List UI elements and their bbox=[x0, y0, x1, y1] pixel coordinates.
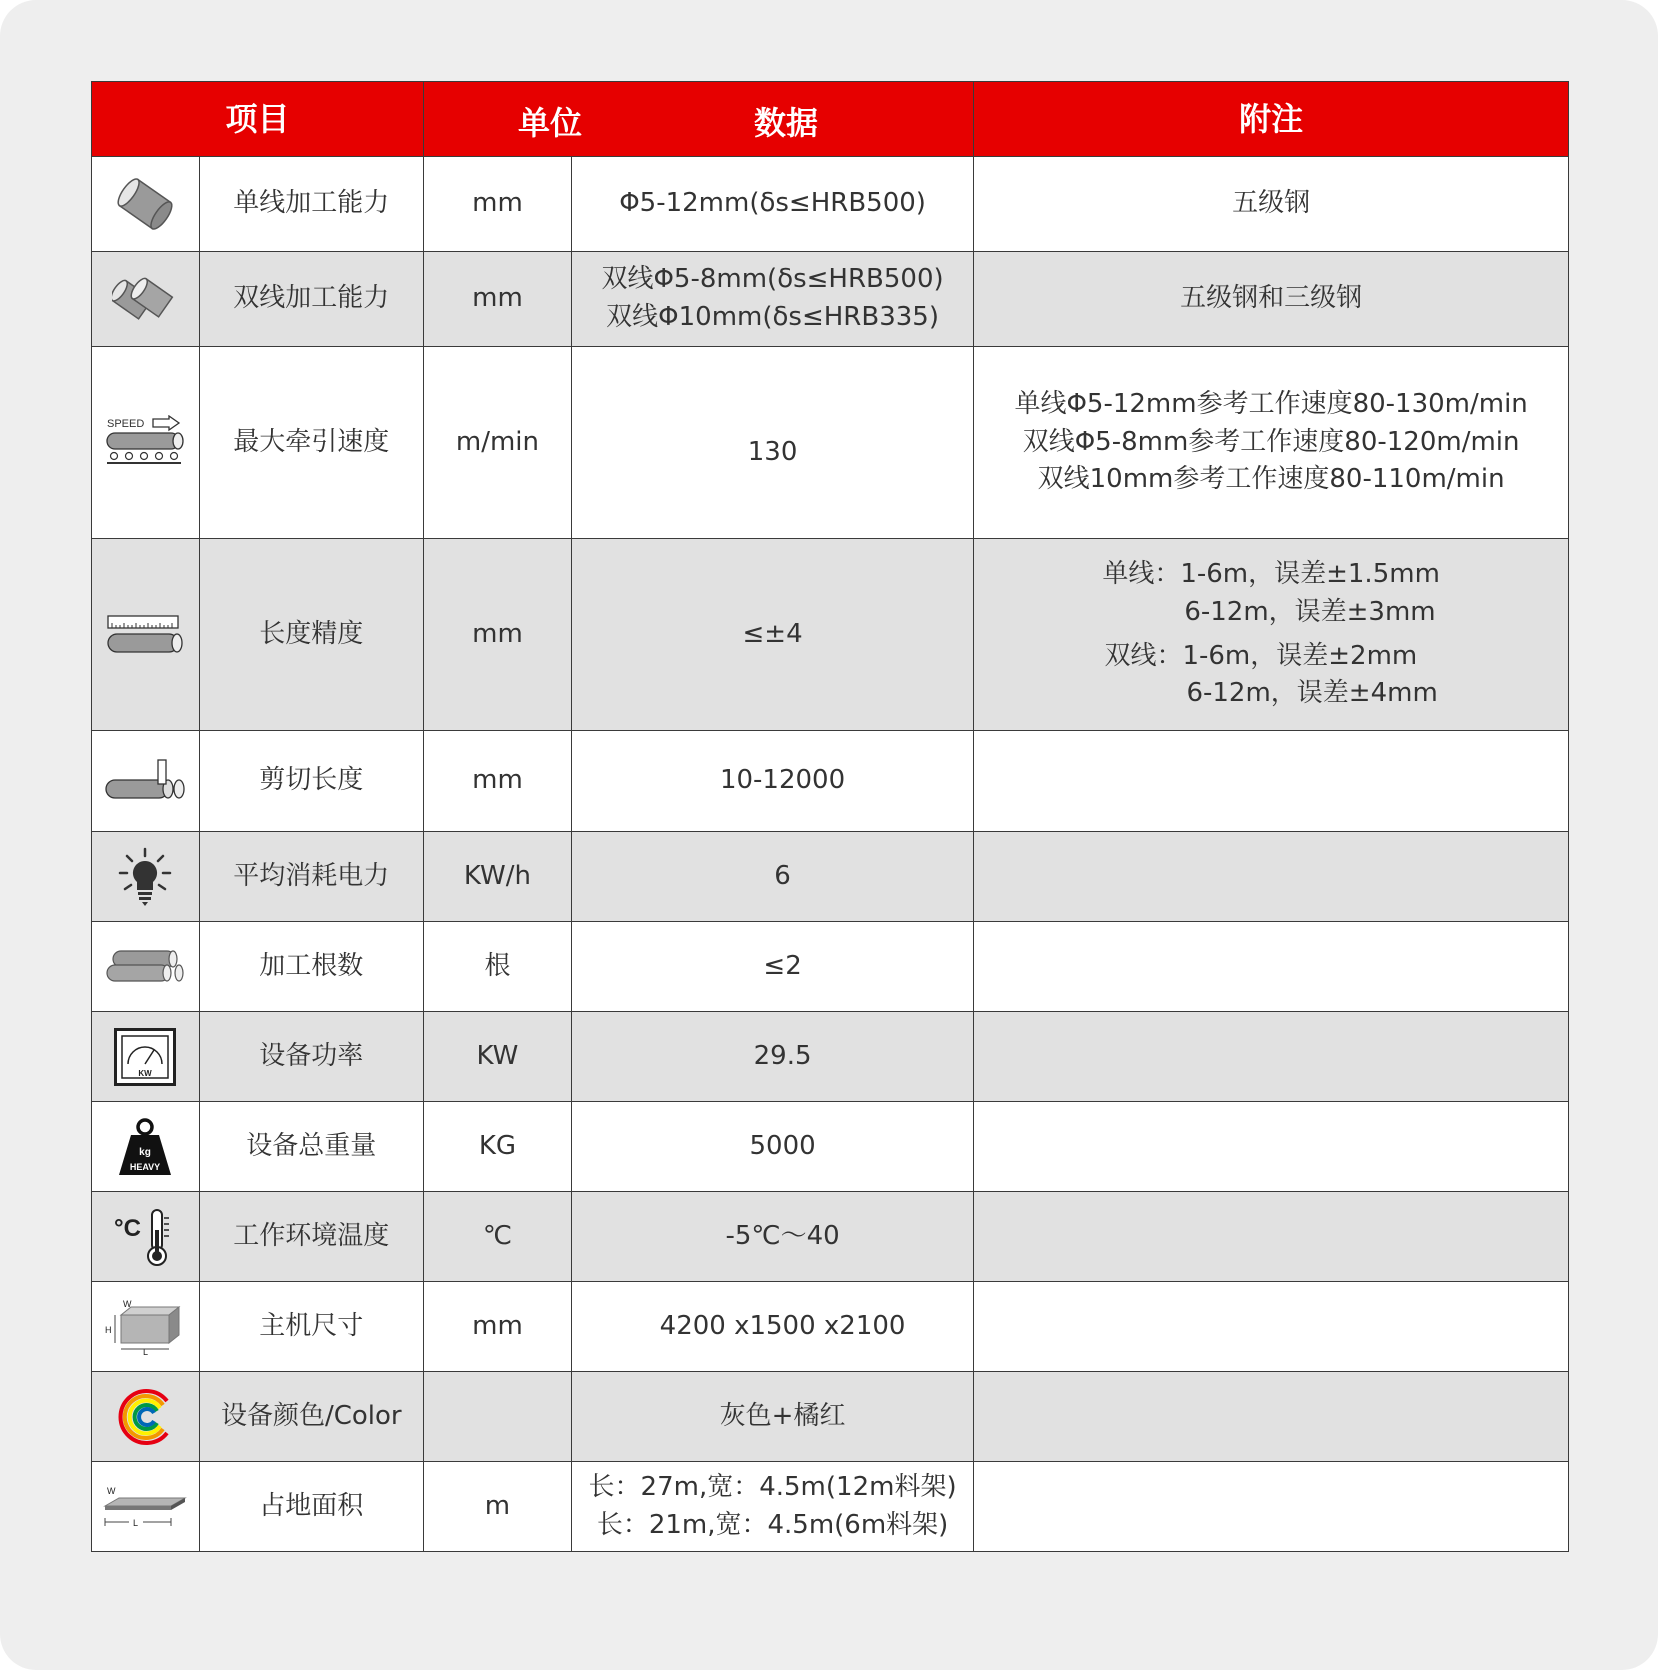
thermometer-icon bbox=[112, 1206, 178, 1268]
lightbulb-icon bbox=[117, 847, 173, 907]
row-data: Φ5-12mm(δs≤HRB500) bbox=[571, 157, 973, 252]
row-unit: KG bbox=[424, 1102, 572, 1192]
row-note: 五级钢 bbox=[974, 157, 1569, 252]
header-unit: 单位 bbox=[518, 104, 583, 142]
single-bar-icon bbox=[115, 174, 175, 234]
color-ring-icon bbox=[115, 1387, 175, 1447]
row-item: 占地面积 bbox=[199, 1462, 423, 1552]
row-unit: m/min bbox=[424, 347, 572, 539]
table-row bbox=[92, 347, 1569, 539]
table-row bbox=[92, 1102, 1569, 1192]
row-item: 长度精度 bbox=[199, 539, 423, 731]
row-data: 10-12000 bbox=[571, 731, 973, 832]
row-note bbox=[974, 832, 1569, 922]
row-unit: ℃ bbox=[424, 1192, 572, 1282]
row-unit: mm bbox=[424, 157, 572, 252]
row-icon-cell bbox=[92, 1282, 200, 1372]
row-unit bbox=[424, 1372, 572, 1462]
row-note: 单线Φ5-12mm参考工作速度80-130m/min 双线Φ5-8mm参考工作速度80-120m/min 双线10mm参考工作速度80-110m/min bbox=[974, 347, 1569, 539]
row-note bbox=[974, 1282, 1569, 1372]
table-row bbox=[92, 1012, 1569, 1102]
table-row bbox=[92, 157, 1569, 252]
speed-conveyor-icon bbox=[105, 415, 185, 471]
spec-table bbox=[91, 81, 1569, 1552]
double-bar-icon bbox=[112, 271, 178, 327]
ruler-bar-icon bbox=[106, 614, 184, 656]
row-data: 灰色+橘红 bbox=[571, 1372, 973, 1462]
table-row bbox=[92, 539, 1569, 731]
svg-text:KW: KW bbox=[138, 1068, 152, 1078]
row-data: 4200 x1500 x2100 bbox=[571, 1282, 973, 1372]
row-item: 设备颜色/Color bbox=[199, 1372, 423, 1462]
row-data: -5℃～40 bbox=[571, 1192, 973, 1282]
row-data: 5000 bbox=[571, 1102, 973, 1192]
row-note: 五级钢和三级钢 bbox=[974, 252, 1569, 347]
row-note bbox=[974, 1012, 1569, 1102]
header-item: 项目 bbox=[92, 82, 424, 157]
row-icon-cell bbox=[92, 347, 200, 539]
row-note bbox=[974, 731, 1569, 832]
bar-bundle-icon bbox=[105, 947, 185, 987]
row-data: ≤±4 bbox=[571, 539, 973, 731]
cutting-bar-icon bbox=[104, 758, 186, 804]
table-row bbox=[92, 1282, 1569, 1372]
row-note bbox=[974, 1192, 1569, 1282]
row-data: ≤2 bbox=[571, 922, 973, 1012]
row-item: 剪切长度 bbox=[199, 731, 423, 832]
row-icon-cell bbox=[92, 832, 200, 922]
row-note bbox=[974, 922, 1569, 1012]
header-note: 附注 bbox=[974, 82, 1569, 157]
row-item: 最大牵引速度 bbox=[199, 347, 423, 539]
power-meter-icon bbox=[114, 1028, 176, 1086]
table-row bbox=[92, 1372, 1569, 1462]
row-icon-cell bbox=[92, 1372, 200, 1462]
row-icon-cell bbox=[92, 922, 200, 1012]
svg-text:W: W bbox=[107, 1485, 116, 1496]
svg-text:H: H bbox=[105, 1324, 112, 1335]
row-data: 双线Φ5-8mm(δs≤HRB500) 双线Φ10mm(δs≤HRB335) bbox=[571, 252, 973, 347]
weight-icon bbox=[117, 1117, 173, 1177]
row-icon-cell bbox=[92, 252, 200, 347]
row-item: 加工根数 bbox=[199, 922, 423, 1012]
note-double-line: 双线：1-6m，误差±2mm 6-12m，误差±4mm bbox=[1104, 640, 1438, 709]
row-note bbox=[974, 539, 1569, 731]
dimension-box-icon bbox=[103, 1297, 187, 1357]
row-data: 130 bbox=[571, 347, 973, 539]
svg-text:HEAVY: HEAVY bbox=[130, 1161, 161, 1172]
row-icon-cell bbox=[92, 157, 200, 252]
row-note bbox=[974, 1372, 1569, 1462]
row-data: 29.5 bbox=[571, 1012, 973, 1102]
row-item: 设备总重量 bbox=[199, 1102, 423, 1192]
row-unit: mm bbox=[424, 539, 572, 731]
row-note bbox=[974, 1462, 1569, 1552]
row-item: 设备功率 bbox=[199, 1012, 423, 1102]
header-unit-data bbox=[424, 82, 974, 157]
row-item: 主机尺寸 bbox=[199, 1282, 423, 1372]
row-unit: mm bbox=[424, 731, 572, 832]
row-data: 6 bbox=[571, 832, 973, 922]
table-row bbox=[92, 731, 1569, 832]
row-unit: m bbox=[424, 1462, 572, 1552]
row-icon-cell bbox=[92, 539, 200, 731]
table-row bbox=[92, 1462, 1569, 1552]
row-unit: mm bbox=[424, 252, 572, 347]
row-item: 双线加工能力 bbox=[199, 252, 423, 347]
row-icon-cell bbox=[92, 731, 200, 832]
row-item: 平均消耗电力 bbox=[199, 832, 423, 922]
header-row bbox=[92, 82, 1569, 157]
row-unit: mm bbox=[424, 1282, 572, 1372]
row-icon-cell bbox=[92, 1192, 200, 1282]
table-row bbox=[92, 1192, 1569, 1282]
row-unit: KW bbox=[424, 1012, 572, 1102]
svg-text:kg: kg bbox=[139, 1146, 152, 1158]
floor-area-icon bbox=[103, 1482, 187, 1532]
row-note bbox=[974, 1102, 1569, 1192]
row-data: 长：27m,宽：4.5m(12m料架) 长：21m,宽：4.5m(6m料架) bbox=[571, 1462, 973, 1552]
svg-text:L: L bbox=[133, 1517, 139, 1528]
svg-text:SPEED: SPEED bbox=[107, 417, 145, 430]
header-data: 数据 bbox=[754, 104, 819, 142]
svg-text:W: W bbox=[123, 1298, 132, 1309]
row-icon-cell bbox=[92, 1012, 200, 1102]
row-item: 单线加工能力 bbox=[199, 157, 423, 252]
row-icon-cell bbox=[92, 1102, 200, 1192]
row-item: 工作环境温度 bbox=[199, 1192, 423, 1282]
svg-text:°C: °C bbox=[114, 1214, 142, 1242]
row-unit: 根 bbox=[424, 922, 572, 1012]
table-row bbox=[92, 922, 1569, 1012]
row-unit: KW/h bbox=[424, 832, 572, 922]
table-row bbox=[92, 252, 1569, 347]
note-single-line: 单线：1-6m，误差±1.5mm 6-12m，误差±3mm bbox=[1102, 559, 1440, 627]
row-icon-cell bbox=[92, 1462, 200, 1552]
svg-text:L: L bbox=[143, 1346, 149, 1357]
table-row bbox=[92, 832, 1569, 922]
